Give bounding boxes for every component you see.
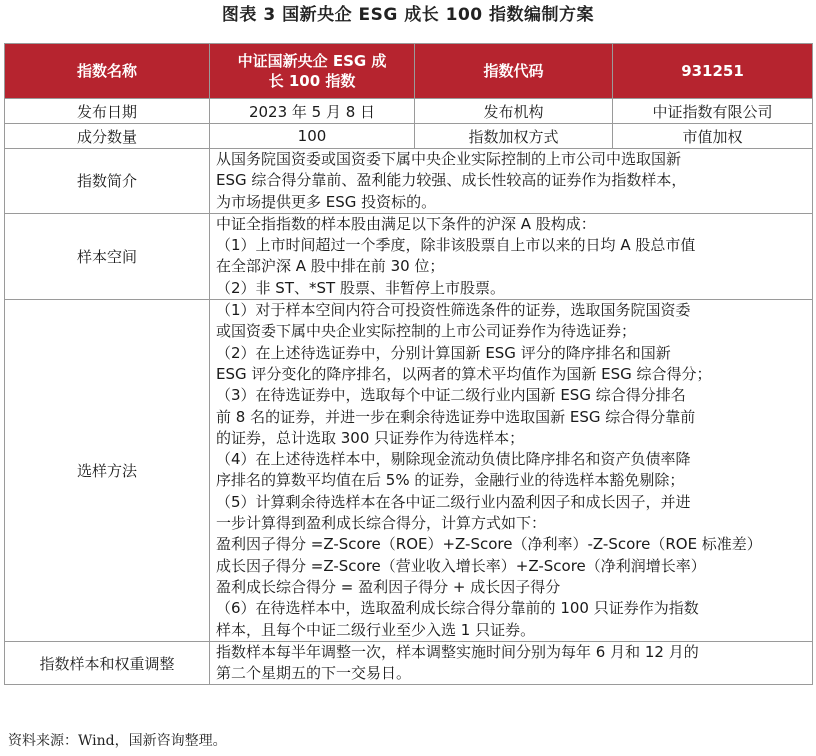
table-row [5,213,813,299]
universe-text [210,213,813,299]
text-line: 样本，且每个中证二级行业至少入选 1 只证券。 [216,620,536,639]
intro-text [210,149,813,214]
text-line: （2）在上述待选证券中，分别计算国新 ESG 评分的降序排名和国新 [216,343,671,362]
table-row [5,300,813,642]
universe-label: 样本空间 [5,213,210,299]
text-line: （1）对于样本空间内符合可投资性筛选条件的证券，选取国务院国资委 [216,301,691,320]
constituent-count-label: 成分数量 [5,124,210,149]
constituent-count-value: 100 [210,124,415,149]
adjust-label: 指数样本和权重调整 [5,641,210,685]
release-date-label: 发布日期 [5,99,210,124]
text-line: 盈利成长综合得分 = 盈利因子得分 + 成长因子得分 [216,577,561,596]
header-index-name-line: 中证国新央企 ESG 成 [237,52,387,70]
publisher-label: 发布机构 [415,99,613,124]
header-index-name-line: 长 100 指数 [268,72,356,90]
table-row [5,149,813,214]
publisher-value: 中证指数有限公司 [613,99,813,124]
text-line: （4）在上述待选样本中，剔除现金流动负债比降序排名和资产负债率降 [216,450,691,469]
release-date-value: 2023 年 5 月 8 日 [210,99,415,124]
text-line: （6）在待选样本中，选取盈利成长综合得分靠前的 100 只证券作为指数 [216,599,699,618]
text-line: 序排名的算数平均值在后 5% 的证券，金融行业的待选样本豁免剔除； [216,471,685,490]
page-title: 图表 3 国新央企 ESG 成长 100 指数编制方案 [221,5,595,25]
text-line: 一步计算得到盈利成长综合得分，计算方式如下： [216,514,547,533]
weighting-value: 市值加权 [613,124,813,149]
text-line: 指数样本每半年调整一次，样本调整实施时间分别为每年 6 月和 12 月的 [216,642,699,661]
text-line: ESG 综合得分靠前、盈利能力较强、成长性较高的证券作为指数样本， [216,171,687,190]
header-index-code-label: 指数代码 [415,44,613,99]
text-line: 第二个星期五的下一交易日。 [216,664,412,683]
text-line: 中证全指指数的样本股由满足以下条件的沪深 A 股构成： [216,214,596,233]
header-index-code-value: 931251 [613,44,813,99]
intro-label: 指数简介 [5,149,210,214]
table-row [5,99,813,124]
source-note: 资料来源：Wind，国新咨询整理。 [8,733,227,749]
header-index-name-value [210,44,415,99]
text-line: （2）非 ST、*ST 股票、非暂停上市股票。 [216,278,505,297]
method-text [210,300,813,642]
text-line: ESG 评分变化的降序排名，以两者的算术平均值作为国新 ESG 综合得分； [216,364,712,383]
text-line: 为市场提供更多 ESG 投资标的。 [216,192,437,211]
text-line: 从国务院国资委或国资委下属中央企业实际控制的上市公司中选取国新 [216,150,682,168]
text-line: 或国资委下属中央企业实际控制的上市公司证券作为待选证券； [216,322,637,341]
table-row [5,124,813,149]
adjust-text [210,641,813,685]
text-line: 盈利因子得分 =Z-Score（ROE）+Z-Score（净利率）-Z-Score（ROE 标准差） [216,535,762,554]
text-line: （3）在待选证券中，选取每个中证二级行业内国新 ESG 综合得分排名 [216,386,686,405]
table-row [5,641,813,685]
text-line: 的证券，总计选取 300 只证券作为待选样本； [216,428,525,447]
method-label: 选样方法 [5,300,210,642]
text-line: （1）上市时间超过一个季度，除非该股票自上市以来的日均 A 股总市值 [216,236,696,255]
header-index-name-label: 指数名称 [5,44,210,99]
text-line: 前 8 名的证券，并进一步在剩余待选证券中选取国新 ESG 综合得分靠前 [216,407,696,426]
text-line: 在全部沪深 A 股中排在前 30 位； [216,257,445,276]
text-line: （5）计算剩余待选样本在各中证二级行业内盈利因子和成长因子，并进 [216,492,691,511]
table-header-row [5,44,813,99]
weighting-label: 指数加权方式 [415,124,613,149]
text-line: 成长因子得分 =Z-Score（营业收入增长率）+Z-Score（净利润增长率） [216,556,706,575]
index-spec-table [4,43,813,685]
